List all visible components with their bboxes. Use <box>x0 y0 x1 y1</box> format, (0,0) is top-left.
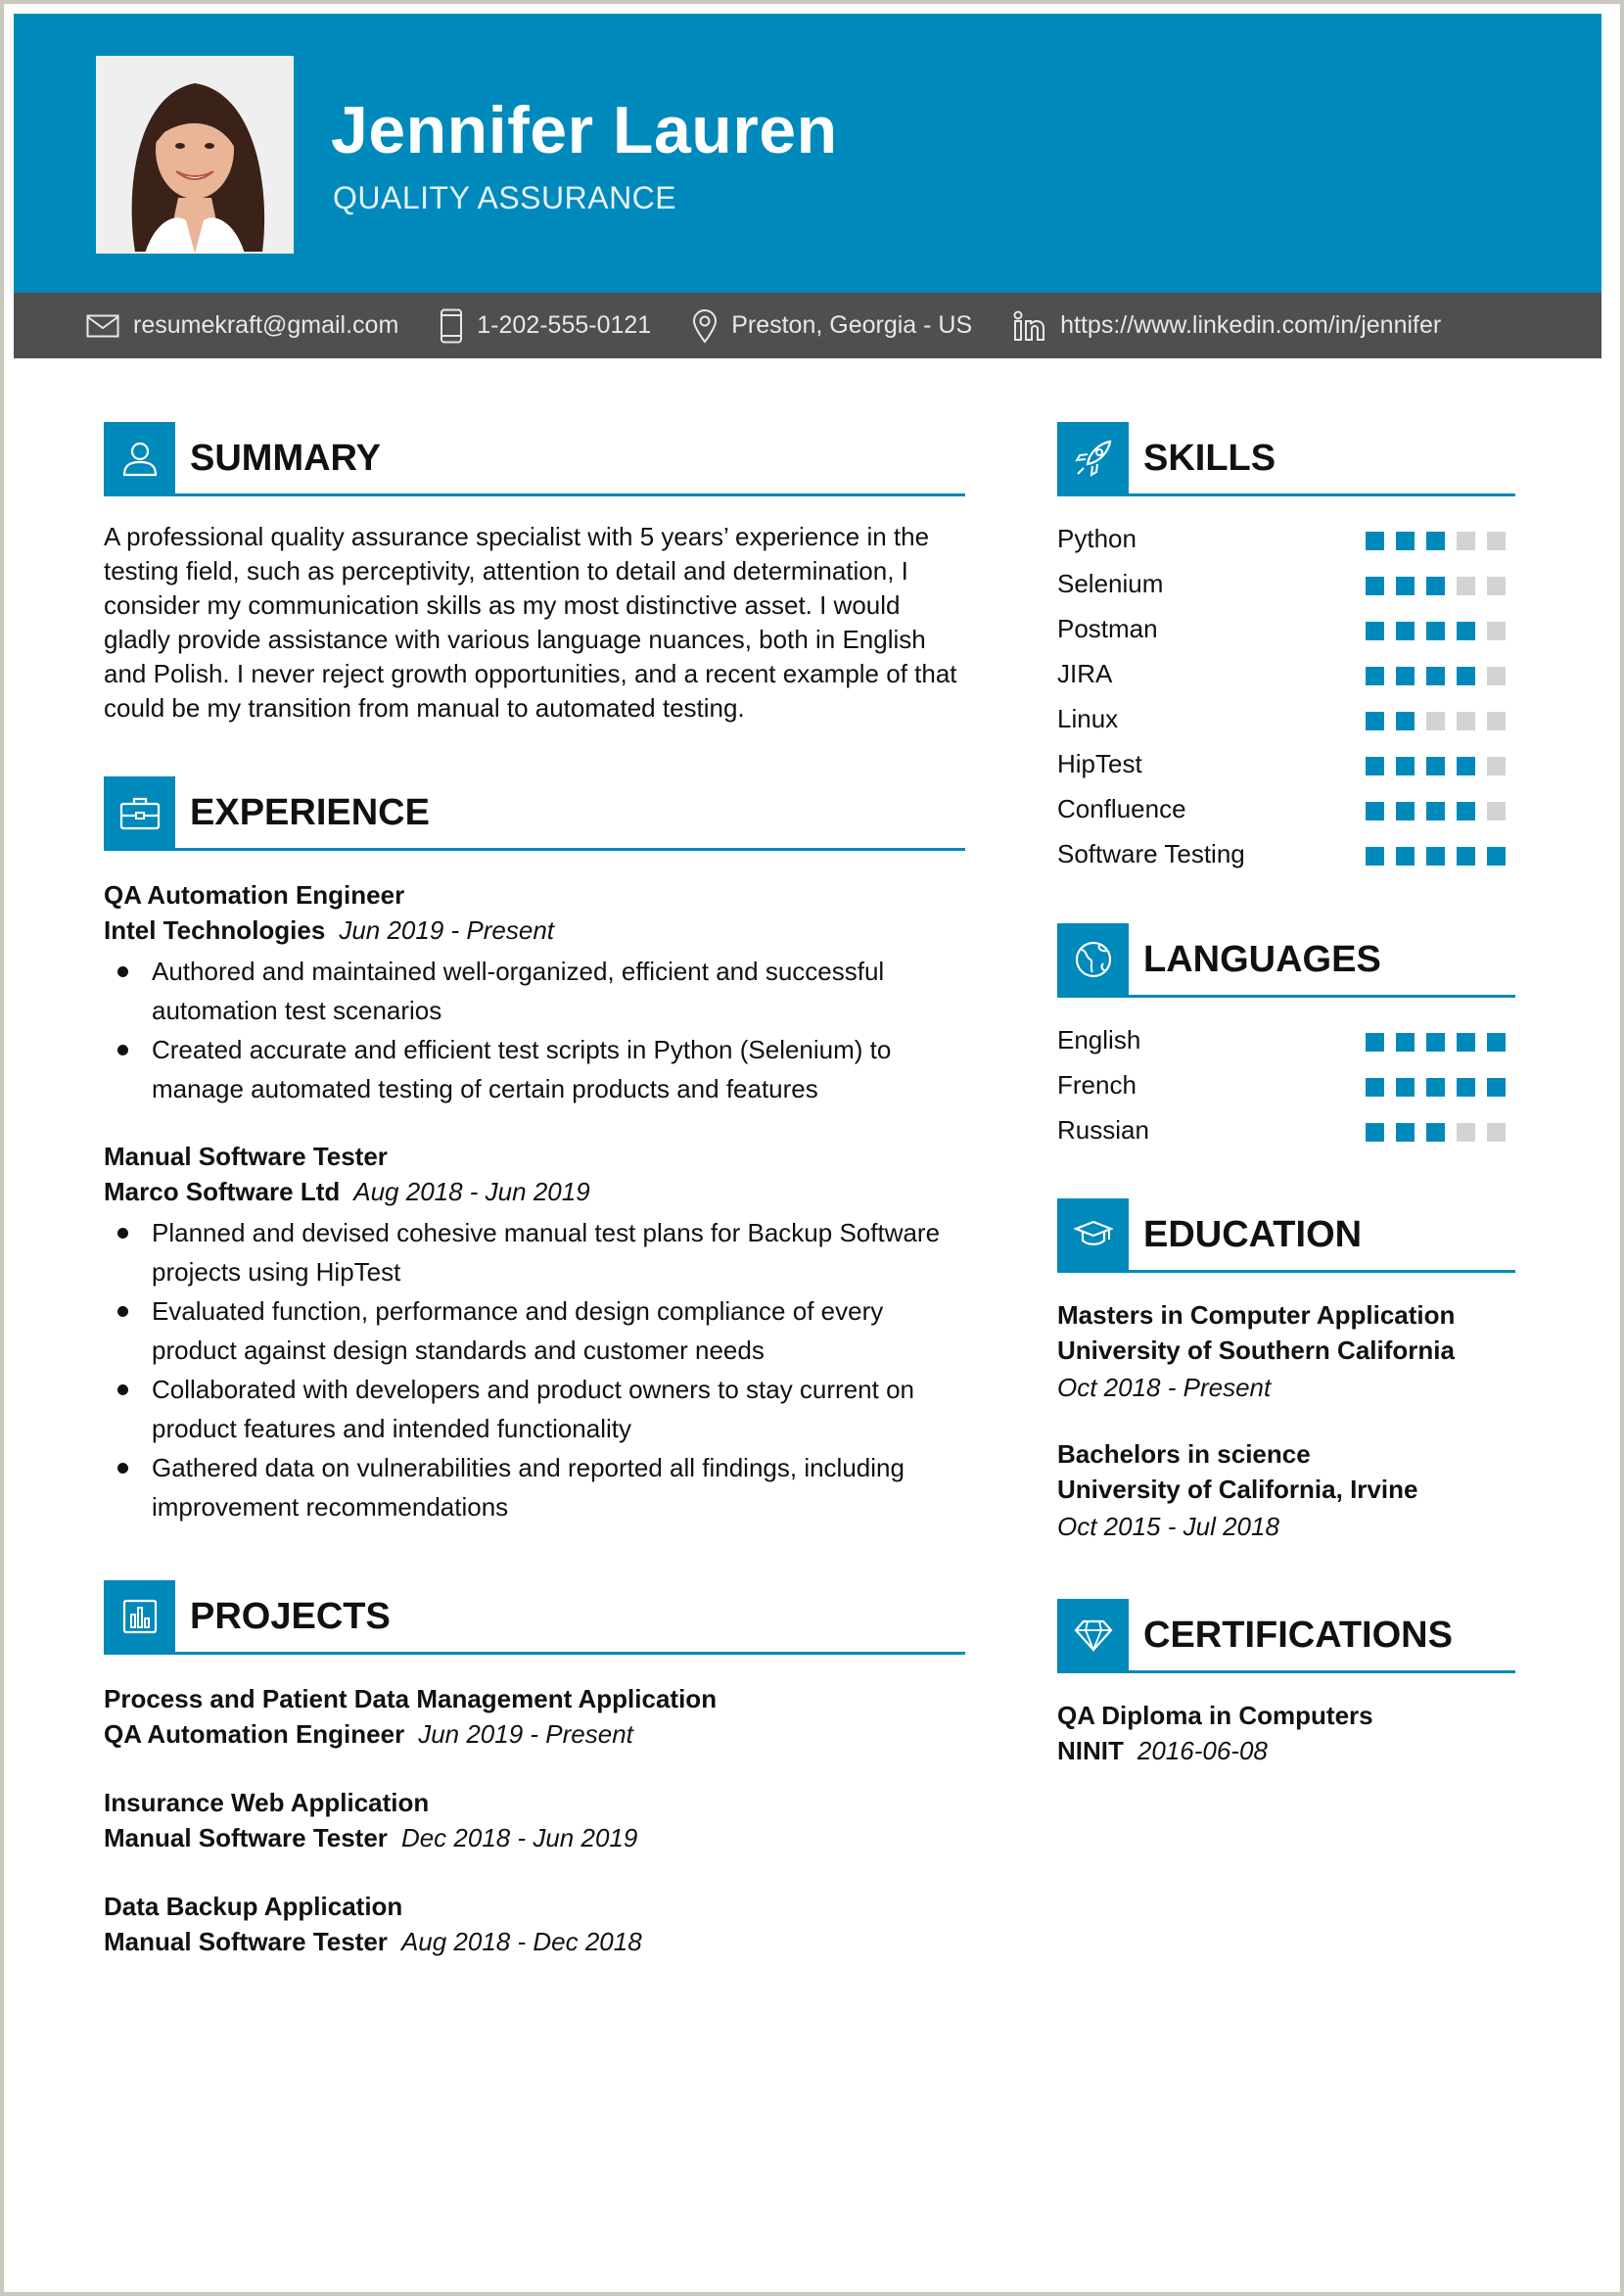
rating-label: Python <box>1057 524 1137 553</box>
phone-text[interactable]: 1-202-555-0121 <box>477 311 652 339</box>
project-dates: Dec 2018 - Jun 2019 <box>400 1823 638 1852</box>
job-dates: Aug 2018 - Jun 2019 <box>353 1177 590 1206</box>
project-role: Manual Software Tester <box>104 1927 388 1956</box>
rating-square-filled <box>1366 712 1384 730</box>
contact-linkedin[interactable] <box>1013 310 1441 342</box>
rating-square-filled <box>1426 802 1445 820</box>
rating-meter <box>1366 712 1517 730</box>
rating-meter <box>1366 802 1517 820</box>
rating-row <box>1057 561 1517 606</box>
rating-meter <box>1366 1033 1517 1052</box>
section-icon-box <box>104 1580 175 1652</box>
rating-label: Confluence <box>1057 794 1186 823</box>
list-item: Collaborated with developers and product owners to stay current on product features and intended functionality <box>104 1370 965 1448</box>
section-title: PROJECTS <box>190 1596 391 1637</box>
job-dates: Jun 2019 - Present <box>339 915 555 945</box>
location-text: Preston, Georgia - US <box>731 311 973 339</box>
bar-chart-icon <box>122 1599 158 1634</box>
mobile-phone-icon <box>440 308 463 344</box>
rating-square-filled <box>1457 1033 1475 1052</box>
rating-square-filled <box>1457 667 1475 685</box>
list-item: Evaluated function, performance and design compliance of every product against design standards and customer needs <box>104 1291 965 1370</box>
rating-square-empty <box>1487 667 1506 685</box>
section-title: SKILLS <box>1143 438 1276 479</box>
contact-bar <box>14 293 1601 358</box>
project-entry <box>104 1889 965 1959</box>
education-entry <box>1057 1297 1517 1407</box>
job-position: Manual Software Tester <box>104 1142 388 1171</box>
rating-square-filled <box>1396 1033 1415 1052</box>
section-title: SUMMARY <box>190 438 381 479</box>
linkedin-icon <box>1013 310 1046 342</box>
candidate-name: Jennifer Lauren <box>331 93 838 167</box>
rating-row <box>1057 651 1517 696</box>
certifications-heading <box>1057 1599 1515 1673</box>
rating-square-empty <box>1457 712 1475 730</box>
section-divider <box>1057 1270 1515 1273</box>
rating-square-filled <box>1366 577 1384 595</box>
rating-square-empty <box>1487 532 1506 550</box>
rating-square-filled <box>1426 1123 1445 1142</box>
job-company-line <box>104 913 965 948</box>
rating-square-empty <box>1457 577 1475 595</box>
rating-label: French <box>1057 1070 1137 1100</box>
rating-square-filled <box>1366 1123 1384 1142</box>
rating-square-empty <box>1457 1123 1475 1142</box>
rating-square-filled <box>1426 532 1445 550</box>
briefcase-icon <box>119 795 161 830</box>
rating-square-filled <box>1396 577 1415 595</box>
envelope-icon <box>86 314 119 338</box>
rating-meter <box>1366 622 1517 640</box>
rating-square-filled <box>1366 802 1384 820</box>
job-company: Intel Technologies <box>104 915 326 945</box>
rating-square-filled <box>1366 622 1384 640</box>
rating-square-filled <box>1396 1078 1415 1097</box>
project-entry <box>104 1785 965 1855</box>
rating-row <box>1057 696 1517 741</box>
rating-square-empty <box>1487 1123 1506 1142</box>
project-dates: Jun 2019 - Present <box>418 1719 633 1749</box>
skills-heading <box>1057 422 1515 496</box>
project-role: Manual Software Tester <box>104 1823 388 1852</box>
rating-label: Software Testing <box>1057 839 1245 868</box>
languages-list <box>1057 1017 1517 1152</box>
rating-square-filled <box>1396 757 1415 775</box>
diamond-icon <box>1074 1617 1113 1653</box>
education-dates: Oct 2018 - Present <box>1057 1373 1272 1402</box>
education-school: University of California, Irvine <box>1057 1475 1418 1504</box>
rating-square-filled <box>1457 847 1475 866</box>
certification-entry <box>1057 1698 1517 1768</box>
contact-location <box>692 308 972 344</box>
project-name: Data Backup Application <box>104 1892 403 1921</box>
rating-label: Selenium <box>1057 569 1164 598</box>
rating-row <box>1057 1107 1517 1152</box>
section-icon-box <box>1057 1198 1129 1270</box>
rating-square-filled <box>1396 622 1415 640</box>
rating-square-filled <box>1426 577 1445 595</box>
section-icon-box <box>1057 1599 1129 1670</box>
candidate-role: QUALITY ASSURANCE <box>333 180 677 215</box>
certification-date: 2016-06-08 <box>1137 1736 1268 1765</box>
globe-icon <box>1074 940 1113 979</box>
project-role-line <box>104 1716 965 1752</box>
list-item: Authored and maintained well-organized, efficient and successful automation test scenarios <box>104 952 965 1030</box>
rating-square-filled <box>1457 802 1475 820</box>
rating-square-filled <box>1396 802 1415 820</box>
section-icon-box <box>104 776 175 848</box>
project-name: Process and Patient Data Management Application <box>104 1684 718 1713</box>
rating-square-filled <box>1396 712 1415 730</box>
graduation-cap-icon <box>1074 1217 1113 1252</box>
map-pin-icon <box>692 308 718 344</box>
rating-label: JIRA <box>1057 659 1113 688</box>
rating-square-filled <box>1396 1123 1415 1142</box>
education-school: University of Southern California <box>1057 1335 1455 1365</box>
section-divider <box>104 1652 965 1655</box>
experience-heading <box>104 776 965 851</box>
rating-row <box>1057 741 1517 786</box>
job-company-line <box>104 1174 965 1209</box>
rating-square-filled <box>1457 757 1475 775</box>
rating-square-filled <box>1366 667 1384 685</box>
rating-meter <box>1366 532 1517 550</box>
rating-square-filled <box>1426 757 1445 775</box>
rating-square-empty <box>1487 577 1506 595</box>
job-company: Marco Software Ltd <box>104 1177 341 1206</box>
rating-square-filled <box>1366 847 1384 866</box>
rating-label: HipTest <box>1057 749 1142 778</box>
section-divider <box>1057 1670 1515 1673</box>
rocket-icon <box>1074 439 1113 478</box>
rating-meter <box>1366 1123 1517 1142</box>
section-icon-box <box>1057 923 1129 995</box>
rating-label: English <box>1057 1025 1141 1054</box>
rating-square-empty <box>1487 757 1506 775</box>
education-degree: Bachelors in science <box>1057 1439 1311 1469</box>
rating-square-filled <box>1487 1033 1506 1052</box>
rating-square-empty <box>1487 622 1506 640</box>
rating-row <box>1057 831 1517 876</box>
user-icon <box>120 439 160 478</box>
rating-square-filled <box>1426 1078 1445 1097</box>
certification-name: QA Diploma in Computers <box>1057 1701 1373 1730</box>
rating-square-empty <box>1457 532 1475 550</box>
rating-meter <box>1366 1078 1517 1097</box>
list-item: Planned and devised cohesive manual test plans for Backup Software projects using HipTest <box>104 1213 965 1291</box>
rating-meter <box>1366 757 1517 775</box>
experience-entry <box>104 877 965 1108</box>
contact-phone[interactable] <box>440 308 651 344</box>
education-dates: Oct 2015 - Jul 2018 <box>1057 1512 1279 1541</box>
rating-square-filled <box>1457 1078 1475 1097</box>
projects-heading <box>104 1580 965 1655</box>
skills-list <box>1057 516 1517 876</box>
rating-meter <box>1366 667 1517 685</box>
job-bullets <box>104 1213 965 1526</box>
rating-row <box>1057 1062 1517 1107</box>
certification-issuer-line <box>1057 1733 1517 1768</box>
section-divider <box>104 493 965 496</box>
rating-square-filled <box>1426 1033 1445 1052</box>
rating-row <box>1057 786 1517 831</box>
header-banner <box>14 14 1601 293</box>
education-heading <box>1057 1198 1515 1273</box>
experience-entry <box>104 1139 965 1526</box>
summary-heading <box>104 422 965 496</box>
rating-meter <box>1366 847 1517 866</box>
rating-square-filled <box>1426 622 1445 640</box>
rating-label: Postman <box>1057 614 1158 643</box>
rating-square-filled <box>1487 847 1506 866</box>
education-entry <box>1057 1436 1517 1546</box>
rating-square-filled <box>1426 847 1445 866</box>
profile-photo <box>96 56 294 254</box>
job-position: QA Automation Engineer <box>104 880 405 910</box>
email-text[interactable]: resumekraft@gmail.com <box>133 311 399 339</box>
rating-square-filled <box>1396 667 1415 685</box>
linkedin-text[interactable]: https://www.linkedin.com/in/jennifer <box>1060 311 1442 339</box>
education-degree: Masters in Computer Application <box>1057 1300 1456 1330</box>
rating-square-filled <box>1396 532 1415 550</box>
rating-square-filled <box>1366 1078 1384 1097</box>
rating-square-filled <box>1366 532 1384 550</box>
rating-label: Russian <box>1057 1115 1149 1145</box>
rating-meter <box>1366 577 1517 595</box>
rating-square-filled <box>1426 667 1445 685</box>
rating-square-filled <box>1366 757 1384 775</box>
project-name: Insurance Web Application <box>104 1788 430 1817</box>
rating-label: Linux <box>1057 704 1119 733</box>
rating-square-filled <box>1487 1078 1506 1097</box>
rating-row <box>1057 1017 1517 1062</box>
project-role-line <box>104 1924 965 1959</box>
contact-email[interactable] <box>86 311 398 340</box>
section-divider <box>1057 995 1515 998</box>
rating-square-filled <box>1396 847 1415 866</box>
section-title: EXPERIENCE <box>190 792 430 833</box>
languages-heading <box>1057 923 1515 998</box>
section-divider <box>104 848 965 851</box>
section-title: EDUCATION <box>1143 1214 1363 1255</box>
section-divider <box>1057 493 1515 496</box>
rating-square-filled <box>1366 1033 1384 1052</box>
section-icon-box <box>104 422 175 493</box>
rating-square-empty <box>1426 712 1445 730</box>
job-bullets <box>104 952 965 1108</box>
project-dates: Aug 2018 - Dec 2018 <box>400 1927 642 1956</box>
section-icon-box <box>1057 422 1129 493</box>
rating-row <box>1057 606 1517 651</box>
list-item: Gathered data on vulnerabilities and reported all findings, including improvement recommendations <box>104 1448 965 1526</box>
project-role: QA Automation Engineer <box>104 1719 405 1749</box>
rating-square-filled <box>1457 622 1475 640</box>
section-title: LANGUAGES <box>1143 939 1381 980</box>
project-entry <box>104 1681 965 1752</box>
project-role-line <box>104 1820 965 1855</box>
certification-issuer: NINIT <box>1057 1736 1124 1765</box>
summary-text: A professional quality assurance specialist with 5 years’ experience in the testing field, such as perceptivity, attention to detail and determination, I consider my communication skills as my most distinctive asset. I would gladly provide assistance with various language nuances, both in English and Polish. I never reject growth opportunities, and a recent example of that could be my transition from manual to automated testing. <box>104 522 957 723</box>
section-title: CERTIFICATIONS <box>1143 1615 1453 1656</box>
rating-square-empty <box>1487 802 1506 820</box>
list-item: Created accurate and efficient test scripts in Python (Selenium) to manage automated testing of certain products and features <box>104 1030 965 1108</box>
rating-square-empty <box>1487 712 1506 730</box>
rating-row <box>1057 516 1517 561</box>
